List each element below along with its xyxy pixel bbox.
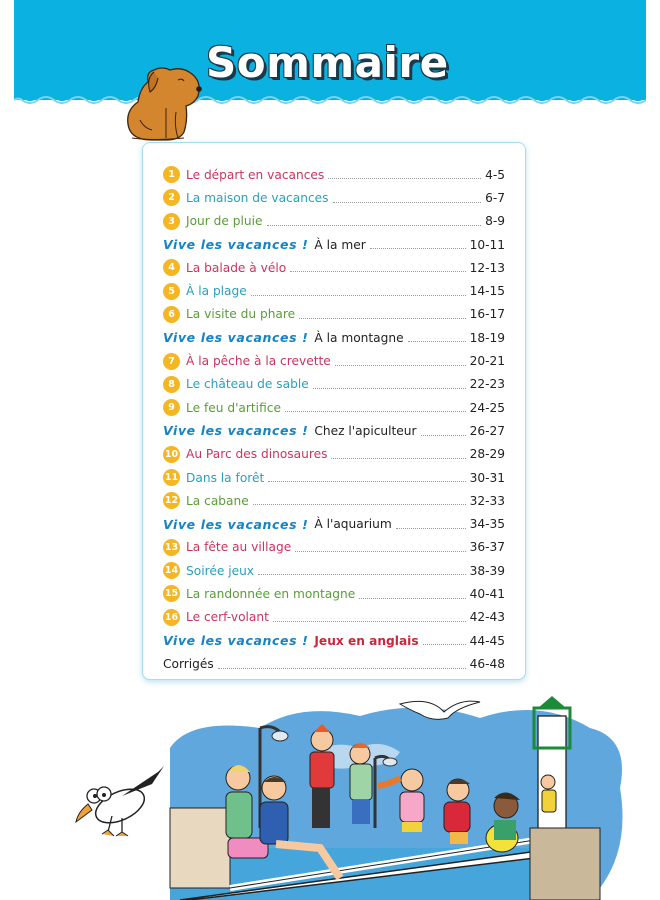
lesson-number-badge: 16	[163, 609, 180, 626]
vive-les-vacances-label: Vive les vacances !	[163, 330, 309, 346]
dot-leader	[335, 365, 466, 366]
page-range: 4-5	[485, 167, 505, 182]
toc-entry[interactable]	[163, 606, 505, 629]
page-range: 42-43	[469, 610, 505, 625]
dot-leader	[359, 598, 465, 599]
page-range: 16-17	[469, 307, 505, 322]
toc-entry-title: Le feu d'artifice	[186, 400, 281, 415]
lesson-number-badge: 4	[163, 259, 180, 276]
page-range: 8-9	[485, 214, 505, 229]
dot-leader	[253, 504, 466, 505]
lesson-number-badge: 11	[163, 469, 180, 486]
dot-leader	[258, 574, 466, 575]
lesson-number-badge: 1	[163, 166, 180, 183]
lesson-number-badge: 2	[163, 189, 180, 206]
dot-leader	[423, 644, 466, 645]
toc-entry[interactable]	[163, 466, 505, 489]
lesson-number-badge: 14	[163, 562, 180, 579]
dot-leader	[267, 225, 482, 226]
toc-entry[interactable]	[163, 373, 505, 396]
dog-icon	[122, 62, 206, 142]
dot-leader	[313, 388, 466, 389]
page-range: 10-11	[469, 237, 505, 252]
page-range: 14-15	[469, 284, 505, 299]
lesson-number-badge: 9	[163, 399, 180, 416]
toc-entry[interactable]	[163, 536, 505, 559]
dot-leader	[251, 295, 466, 296]
page-range: 24-25	[469, 400, 505, 415]
dot-leader	[273, 621, 466, 622]
toc-entry[interactable]	[163, 396, 505, 419]
page-range: 34-35	[469, 517, 505, 532]
toc-entry-title: La balade à vélo	[186, 260, 287, 275]
toc-entry-title: La fête au village	[186, 540, 292, 555]
toc-entry[interactable]	[163, 652, 505, 675]
lesson-number-badge: 6	[163, 306, 180, 323]
table-of-contents	[142, 142, 526, 680]
toc-entry-title: Dans la forêt	[186, 470, 265, 485]
toc-entry[interactable]	[163, 279, 505, 302]
toc-entry[interactable]	[163, 163, 505, 186]
toc-entry-title: La cabane	[186, 493, 249, 508]
toc-entry-title: Le départ en vacances	[186, 167, 325, 182]
vive-les-vacances-label: Vive les vacances !	[163, 237, 309, 253]
page-title: Sommaire	[206, 38, 449, 87]
page-range: 40-41	[469, 586, 505, 601]
toc-entry-title: La maison de vacances	[186, 190, 329, 205]
toc-entry-title: La randonnée en montagne	[186, 586, 356, 601]
page-range: 46-48	[469, 656, 505, 671]
toc-entry[interactable]	[163, 186, 505, 209]
toc-entry[interactable]	[163, 210, 505, 233]
page-range: 26-27	[469, 423, 505, 438]
dot-leader	[285, 411, 466, 412]
toc-entry-title: Au Parc des dinosaures	[186, 447, 328, 462]
page-range: 20-21	[469, 354, 505, 369]
toc-entry-title: À la montagne	[314, 330, 404, 345]
toc-entry[interactable]	[163, 419, 505, 442]
dot-leader	[333, 202, 482, 203]
page-range: 12-13	[469, 260, 505, 275]
toc-entry[interactable]	[163, 559, 505, 582]
lesson-number-badge: 12	[163, 492, 180, 509]
toc-entry-title: À l'aquarium	[314, 517, 392, 532]
toc-entry-title: À la mer	[314, 237, 366, 252]
dot-leader	[268, 481, 465, 482]
toc-entry-title: Le cerf-volant	[186, 610, 269, 625]
dot-leader	[328, 178, 481, 179]
toc-entry[interactable]	[163, 629, 505, 652]
lesson-number-badge: 15	[163, 585, 180, 602]
dot-leader	[299, 318, 465, 319]
dot-leader	[218, 668, 466, 669]
toc-entry[interactable]	[163, 582, 505, 605]
dot-leader	[370, 248, 466, 249]
toc-entry-title: Jour de pluie	[186, 214, 263, 229]
lesson-number-badge: 10	[163, 446, 180, 463]
toc-entry[interactable]	[163, 489, 505, 512]
toc-entry-title: À la plage	[186, 284, 247, 299]
page-range: 22-23	[469, 377, 505, 392]
dot-leader	[396, 528, 466, 529]
page-range: 28-29	[469, 447, 505, 462]
wave-border	[14, 90, 646, 106]
lesson-number-badge: 8	[163, 376, 180, 393]
toc-entry[interactable]	[163, 512, 505, 535]
toc-entry[interactable]	[163, 349, 505, 372]
dot-leader	[421, 435, 466, 436]
dot-leader	[295, 551, 465, 552]
lesson-number-badge: 5	[163, 283, 180, 300]
toc-entry-title: À la pêche à la crevette	[186, 354, 331, 369]
toc-entry[interactable]	[163, 233, 505, 256]
lesson-number-badge: 13	[163, 539, 180, 556]
page-range: 36-37	[469, 540, 505, 555]
page-range: 6-7	[485, 190, 505, 205]
dot-leader	[290, 271, 465, 272]
vive-les-vacances-label: Vive les vacances !	[163, 516, 309, 532]
page-range: 32-33	[469, 493, 505, 508]
toc-entry-title: Corrigés	[163, 656, 214, 671]
vive-les-vacances-label: Vive les vacances !	[163, 633, 309, 649]
page-range: 18-19	[469, 330, 505, 345]
lesson-number-badge: 3	[163, 213, 180, 230]
page-range: 30-31	[469, 470, 505, 485]
toc-entry[interactable]	[163, 256, 505, 279]
toc-entry-title: Le château de sable	[186, 377, 309, 392]
toc-entry[interactable]	[163, 443, 505, 466]
pier-scene-illustration	[60, 688, 660, 900]
toc-entry[interactable]	[163, 326, 505, 349]
toc-entry-title: Soirée jeux	[186, 563, 255, 578]
vive-les-vacances-label: Vive les vacances !	[163, 423, 309, 439]
page-range: 38-39	[469, 563, 505, 578]
page-range: 44-45	[469, 633, 505, 648]
lesson-number-badge: 7	[163, 353, 180, 370]
dot-leader	[408, 341, 466, 342]
toc-entry-title: Jeux en anglais	[314, 633, 419, 648]
seagull-icon	[76, 766, 164, 836]
toc-entry[interactable]	[163, 303, 505, 326]
dot-leader	[331, 458, 465, 459]
toc-entry-title: La visite du phare	[186, 307, 296, 322]
toc-entry-title: Chez l'apiculteur	[314, 423, 417, 438]
